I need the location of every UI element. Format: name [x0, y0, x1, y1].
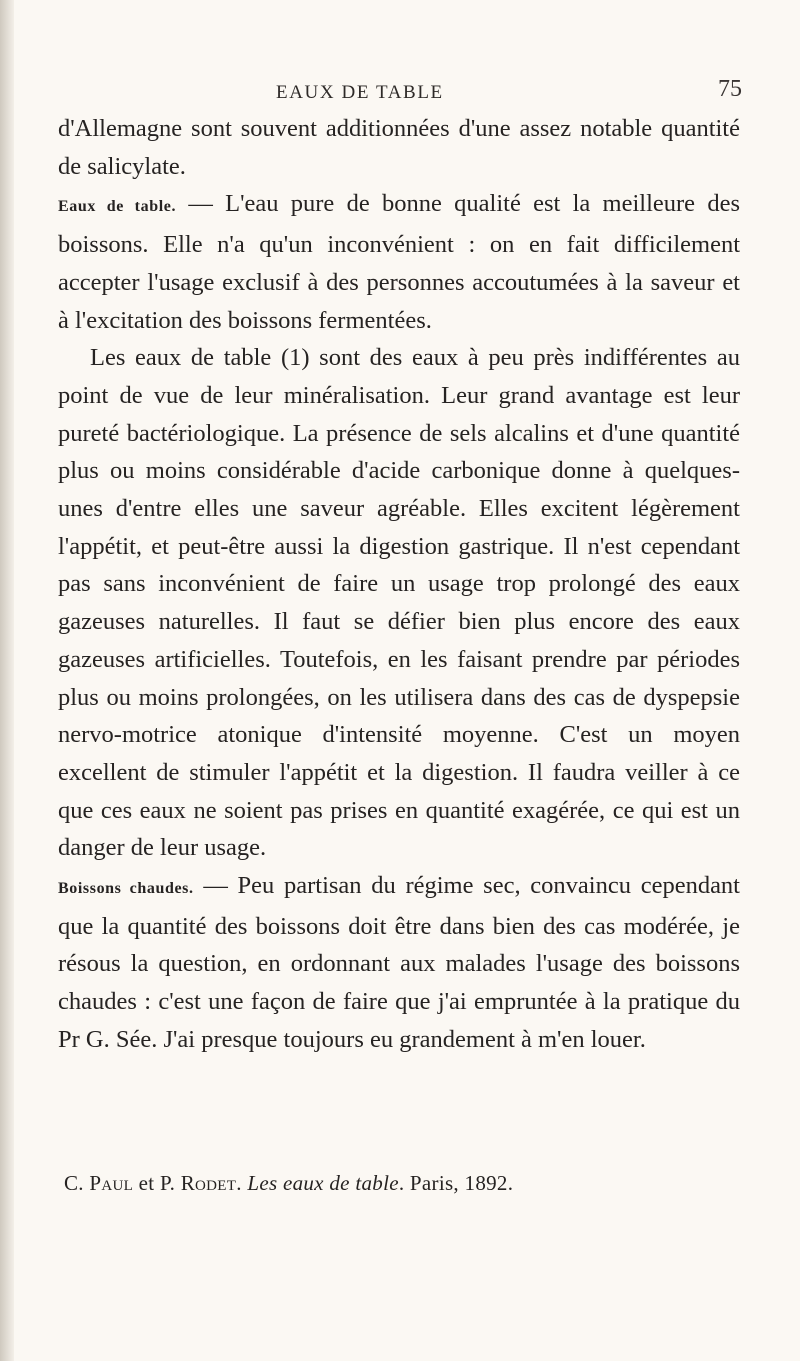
page-number: 75: [718, 76, 742, 102]
footnote-author-2: P. Rodet: [159, 1171, 237, 1195]
body-text: [58, 110, 740, 1059]
section-heading-boissons-chaudes: Boissons chaudes.: [58, 880, 194, 898]
footnote-book-title: Les eaux de table: [247, 1171, 399, 1195]
paragraph-text: — Peu partisan du régime sec, convaincu cependant que la quantité des boissons doit être dans bien des cas modérée, je résous la question, en ordonnant aux malades l'usage des boissons chaudes : c'est une façon de faire que j'ai empruntée à la pratique du Pr G. Sée. J'ai presque toujours eu grandement à m'en louer.: [58, 872, 740, 1053]
paragraph-eaux-de-table: [58, 185, 740, 339]
footnote-separator: .: [236, 1171, 248, 1195]
page-gutter-shadow: [0, 0, 14, 1361]
running-header: [0, 78, 800, 112]
paragraph-eaux-gazeuses: Les eaux de table (1) sont des eaux à peu près indifférentes au point de vue de leur minéralisation. Leur grand avantage est leur pureté bactériologique. La présence de sels alcalins et d'une quantité plus ou moins considérable d'acide carbonique donne à quelques-unes d'entre elles une saveur agréable. Elles excitent légèrement l'appétit, et peut-être aussi la digestion gastrique. Il n'est cependant pas sans inconvénient de faire un usage trop prolongé des eaux gazeuses naturelles. Il faut se défier bien plus encore des eaux gazeuses artificielles. Toutefois, en les faisant prendre par périodes plus ou moins prolongées, on les utilisera dans des cas de dyspepsie nervo-motrice atonique d'intensité moyenne. C'est un moyen excellent de stimuler l'appétit et la digestion. Il faudra veiller à ce que ces eaux ne soient pas prises en quantité exagérée, ce qui est un danger de leur usage.: [58, 344, 740, 862]
section-heading-eaux-de-table: Eaux de table.: [58, 198, 177, 216]
footnote-conjunction: et: [133, 1171, 160, 1195]
footnote: [64, 1171, 513, 1196]
running-title: EAUX DE TABLE: [276, 82, 444, 103]
paragraph-text: — L'eau pure de bonne qualité est la meilleure des boissons. Elle n'a qu'un inconvénient : on en fait difficilement accepter l'usage exclusif à des personnes accoutumées à la saveur et à l'excitation des boissons fermentées.: [58, 190, 740, 334]
paragraph-continuation: d'Allemagne sont souvent additionnées d'une assez notable quantité de salicylate.: [58, 115, 740, 180]
paragraph-boissons-chaudes: [58, 867, 740, 1059]
footnote-author-1: C. Paul: [64, 1171, 134, 1195]
footnote-place-date: . Paris, 1892.: [398, 1171, 514, 1195]
